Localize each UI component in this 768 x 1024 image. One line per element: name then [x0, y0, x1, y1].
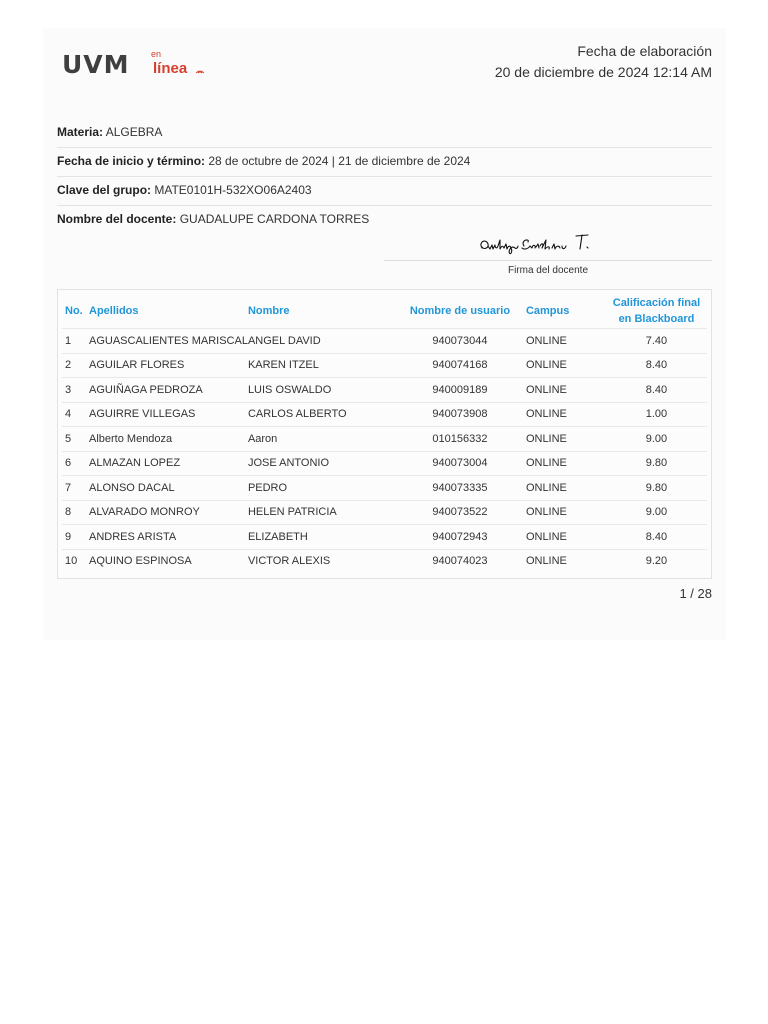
materia-value: ALGEBRA: [105, 125, 163, 139]
cell-apellidos: ALVARADO MONROY: [89, 500, 248, 525]
table-row: [62, 402, 707, 427]
table-row: [62, 329, 707, 354]
cell-calificacion: 8.40: [606, 525, 707, 550]
materia-row: [57, 123, 712, 148]
cell-nombre: HELEN PATRICIA: [248, 500, 398, 525]
cell-campus: ONLINE: [522, 402, 606, 427]
table-row: [62, 427, 707, 452]
cell-nombre: VICTOR ALEXIS: [247, 555, 331, 568]
page-number: 1 / 28: [679, 586, 712, 601]
table-row: [62, 525, 707, 550]
cell-no: 3: [62, 378, 89, 403]
table-row: [62, 476, 707, 501]
table-row: [62, 549, 707, 573]
header-campus: Campus: [522, 293, 606, 329]
header-apellidos: Apellidos: [89, 293, 248, 329]
cell-campus: ONLINE: [522, 476, 606, 501]
cell-calificacion: 9.20: [645, 555, 668, 568]
signature-line: [384, 260, 712, 261]
cell-apellidos: ANDRES ARISTA: [89, 525, 248, 550]
table-row: [62, 500, 707, 525]
cell-calificacion: 9.80: [606, 476, 707, 501]
cell-no: 8: [62, 500, 89, 525]
header-no: No.: [62, 293, 89, 329]
cell-calificacion: 9.00: [606, 427, 707, 452]
fecha-elaboracion-value: 20 de diciembre de 2024 12:14 AM: [494, 64, 712, 80]
cell-usuario: 940073044: [398, 329, 522, 354]
table-row: [62, 353, 707, 378]
table-row: [62, 378, 707, 403]
cell-no: 7: [62, 476, 89, 501]
logo-linea: línea: [153, 60, 188, 77]
cell-campus: ONLINE: [522, 329, 606, 354]
docente-label: Nombre del docente:: [57, 212, 177, 226]
students-table-container: [57, 289, 712, 579]
cell-usuario: 940073908: [398, 402, 522, 427]
cell-campus: ONLINE: [525, 555, 567, 568]
cell-nombre: LUIS OSWALDO: [248, 378, 398, 403]
cell-apellidos: AGUILAR FLORES: [89, 353, 248, 378]
fecha-elaboracion-label: Fecha de elaboración: [577, 43, 712, 59]
wifi-icon: [196, 66, 204, 76]
cell-no: 2: [62, 353, 89, 378]
signature-label: Firma del docente: [507, 265, 589, 276]
cell-apellidos: AGUIRRE VILLEGAS: [89, 402, 248, 427]
cell-campus: ONLINE: [522, 500, 606, 525]
fechas-label: Fecha de inicio y término:: [57, 154, 206, 168]
cell-nombre: CARLOS ALBERTO: [248, 402, 398, 427]
cell-apellidos: AGUASCALIENTES MARISCAL: [89, 329, 248, 354]
fecha-elaboracion: [495, 41, 712, 83]
cell-nombre: PEDRO: [248, 476, 398, 501]
cell-no: 9: [62, 525, 89, 550]
cell-campus: ONLINE: [522, 378, 606, 403]
students-table: [62, 293, 707, 573]
cell-calificacion: 1.00: [606, 402, 707, 427]
cell-calificacion: 8.40: [606, 378, 707, 403]
cell-nombre: JOSE ANTONIO: [248, 451, 398, 476]
fechas-value: 28 de octubre de 2024 | 21 de diciembre de 2024: [208, 154, 471, 168]
cell-no: 1: [62, 329, 89, 354]
clave-label: Clave del grupo:: [57, 183, 152, 197]
fechas-row: [57, 152, 712, 177]
cell-apellidos: ALONSO DACAL: [89, 476, 248, 501]
cell-usuario: 940074168: [398, 353, 522, 378]
cell-campus: ONLINE: [522, 427, 606, 452]
cell-usuario: 940072943: [398, 525, 522, 550]
cell-usuario: 940073004: [398, 451, 522, 476]
cell-calificacion: 9.80: [606, 451, 707, 476]
cell-usuario: 940074023: [432, 555, 488, 568]
clave-value: MATE0101H-532XO06A2403: [154, 183, 312, 197]
logo-en: en: [151, 49, 162, 59]
cell-usuario: 940073522: [398, 500, 522, 525]
table-header-row: [62, 293, 707, 329]
cell-campus: ONLINE: [522, 353, 606, 378]
table-row: [62, 451, 707, 476]
clave-row: [57, 181, 712, 206]
logo-brand: UVM: [62, 50, 130, 79]
docente-value: GUADALUPE CARDONA TORRES: [179, 212, 370, 226]
header-nombre: Nombre: [248, 293, 398, 329]
cell-no: 6: [62, 451, 89, 476]
cell-calificacion: 8.40: [606, 353, 707, 378]
cell-apellidos: AGUIÑAGA PEDROZA: [89, 378, 248, 403]
cell-nombre: Aaron: [248, 427, 398, 452]
cell-usuario: 010156332: [398, 427, 522, 452]
cell-no: 4: [62, 402, 89, 427]
cell-apellidos: AQUINO ESPINOSA: [89, 555, 192, 568]
cell-calificacion: 7.40: [606, 329, 707, 354]
cell-no: 10: [65, 555, 78, 568]
cell-nombre: ELIZABETH: [248, 525, 398, 550]
materia-label: Materia:: [57, 125, 104, 139]
cell-nombre: ANGEL DAVID: [248, 329, 398, 354]
cell-nombre: KAREN ITZEL: [248, 353, 398, 378]
header-usuario: Nombre de usuario: [398, 293, 522, 329]
cell-usuario: 940073335: [398, 476, 522, 501]
signature-block: [384, 230, 712, 280]
header-calificacion: Calificación final en Blackboard: [606, 293, 707, 329]
cell-campus: ONLINE: [522, 525, 606, 550]
cell-campus: ONLINE: [522, 451, 606, 476]
cell-usuario: 940009189: [398, 378, 522, 403]
cell-apellidos: Alberto Mendoza: [89, 427, 248, 452]
cell-no: 5: [62, 427, 89, 452]
cell-apellidos: ALMAZAN LOPEZ: [89, 451, 248, 476]
cell-calificacion: 9.00: [606, 500, 707, 525]
handwritten-signature: [476, 232, 596, 260]
